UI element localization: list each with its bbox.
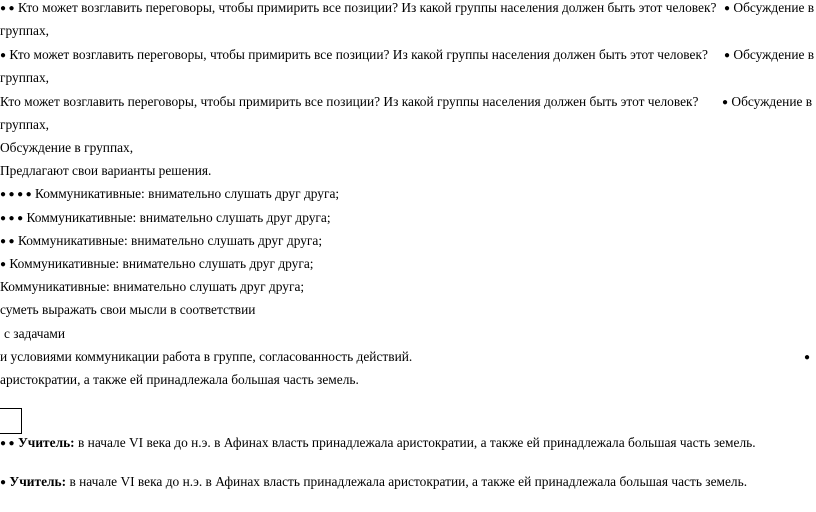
- bullet-icon: ●: [0, 50, 7, 61]
- discussion-text: Обсуждение в: [731, 94, 813, 109]
- express-thoughts-line: суметь выражать свои мысли в соответствии: [0, 302, 256, 317]
- solutions-line: Предлагают свои варианты решения.: [0, 163, 212, 178]
- question-line-1: [0, 0, 716, 17]
- bullet-icon: ● ● ●: [0, 213, 24, 224]
- bullet-icon: ●: [722, 97, 729, 108]
- communicative-line-4: [0, 256, 314, 273]
- discussion-label-3: [722, 94, 812, 111]
- discussion-label-2: [724, 47, 814, 64]
- question-text: Кто может возглавить переговоры, чтобы примирить все позиции? Из какой группы населения должен быть этот человек?: [9, 47, 708, 62]
- discussion-label-1: [724, 0, 814, 17]
- communicative-text: Коммуникативные: внимательно слушать друг друга;: [26, 210, 331, 225]
- bullet-icon: ●: [0, 259, 7, 270]
- discussion-line: Обсуждение в группах,: [0, 140, 134, 155]
- discussion-text: Обсуждение в: [733, 0, 815, 15]
- bullet-icon: ● ● ● ●: [0, 189, 32, 200]
- conditions-line: и условиями коммуникации работа в группе, согласованность действий.: [0, 349, 413, 364]
- bullet-icon: ● ●: [0, 3, 15, 14]
- teacher-label: Учитель:: [17, 435, 75, 450]
- aristocracy-line: аристократии, а также ей принадлежала большая часть земель.: [0, 372, 359, 387]
- question-line-2: [0, 47, 708, 64]
- communicative-text: Коммуникативные: внимательно слушать друг друга;: [17, 233, 323, 248]
- bullet-icon: ●: [724, 50, 731, 61]
- bullet-icon: ● ●: [0, 236, 15, 247]
- teacher-line-2: [0, 474, 747, 491]
- communicative-line-5: Коммуникативные: внимательно слушать друг друга;: [0, 279, 305, 294]
- teacher-text: в начале VI века до н.э. в Афинах власть принадлежала аристократии, а также ей принадлежала большая часть земель.: [77, 435, 756, 450]
- discussion-text: Обсуждение в: [733, 47, 815, 62]
- teacher-label: Учитель:: [9, 474, 67, 489]
- communicative-text: Коммуникативные: внимательно слушать друг друга;: [9, 256, 314, 271]
- communicative-line-1: [0, 186, 339, 203]
- question-line-3: Кто может возглавить переговоры, чтобы примирить все позиции? Из какой группы населения должен быть этот человек?: [0, 94, 699, 109]
- communicative-line-3: [0, 233, 322, 250]
- empty-frame: [0, 408, 22, 434]
- bullet-icon: ●: [804, 352, 811, 363]
- bullet-icon: ●: [724, 3, 731, 14]
- bullet-icon: ●: [0, 477, 7, 488]
- communicative-text: Коммуникативные: внимательно слушать друг друга;: [35, 186, 340, 201]
- communicative-line-2: [0, 210, 331, 227]
- teacher-line-1: [0, 435, 756, 452]
- groups-line-1: группах,: [0, 23, 50, 38]
- tasks-line: с задачами: [4, 326, 66, 341]
- question-text: Кто может возглавить переговоры, чтобы примирить все позиции? Из какой группы населения должен быть этот человек?: [17, 0, 717, 15]
- stray-bullet: [804, 349, 810, 366]
- bullet-icon: ● ●: [0, 438, 15, 449]
- teacher-text: в начале VI века до н.э. в Афинах власть принадлежала аристократии, а также ей принадлежала большая часть земель.: [69, 474, 748, 489]
- groups-line-3: группах,: [0, 117, 50, 132]
- groups-line-2: группах,: [0, 70, 50, 85]
